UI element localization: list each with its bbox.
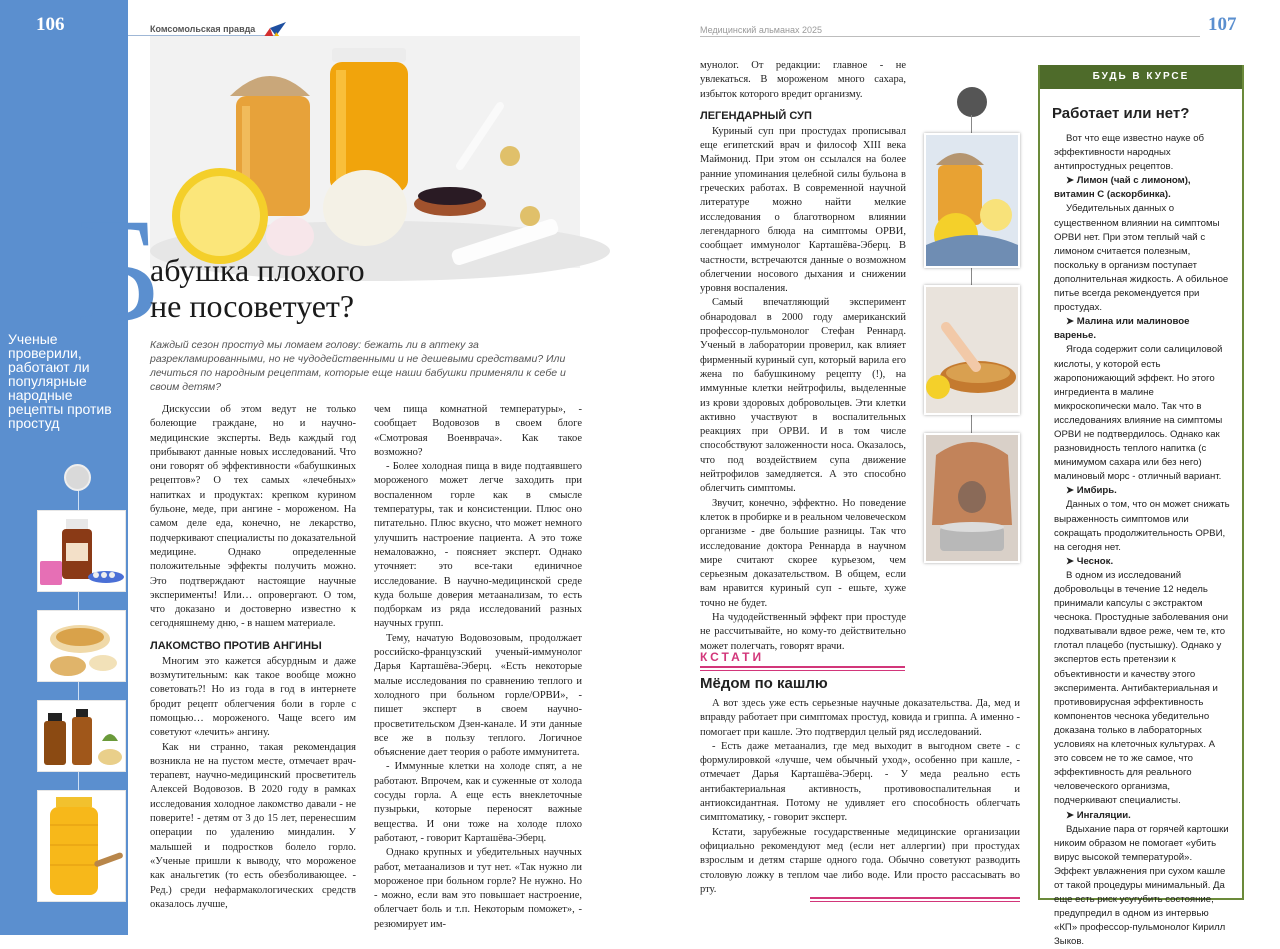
thumbnail-hanger: [64, 464, 91, 491]
sidebar-heading: БУДЬ В КУРСЕ: [1040, 65, 1242, 89]
sidebar-paragraph: Ягода содержит соли салициловой кислоты, у которой есть жаропонижающий эффект. Но этого ингредиента в малине микроскопически мало. Так что в исследованиях влияние на симптомы ОРВИ не подтвердилось. Однако как разновидность теплого напитка (с минимумом сахара или без него) малиновый морс - отличный вариант.: [1054, 344, 1223, 483]
page-number-left: 106: [36, 14, 65, 35]
paragraph: - Более холодная пища в виде подтаявшего мороженого может легче заходить при воспаленном горле как в смысле температуры, так и консистенции. Плюс оно питательно. Плюс вкусно, что может немного улучшить настроение пациента. А это тоже немаловажно, - поясняет эксперт. Однако уточняет: это все-таки единичное исследование. В научно-медицинской среде куда больше доверия метаанализам, то есть подборкам из ряда исследований разных научных групп.: [374, 461, 582, 630]
sidebar-item-heading: ➤ Чеснок.: [1066, 555, 1114, 567]
title-drop-cap: Б: [76, 188, 163, 354]
kstati-title: Мёдом по кашлю: [700, 675, 828, 692]
paragraph: Самый впечатляющий эксперимент обнародовал в 2000 году американский профессор-пульмонолог Стефан Реннард. Ученый в лаборатории проверил, как влияет фирменный куриный суп, который варила его жена по бабушкиному рецепту (!), на иммунные клетки нейтрофилы, выделенные из крови здоровых добровольцев. Эти клетки активно участвуют в воспалительных реакциях при ОРВИ. И в том числе способствуют заложенности носа. Оказалось, что под воздействием супа движение нейтрофилов замедляется. А это способно облегчить симптомы.: [700, 297, 906, 495]
publication-name: Комсомольская правда: [150, 24, 256, 34]
paragraph: чем пища комнатной температуры», - сообщает Водовозов в своем блоге «Смотровая Военврача». Как такое возможно?: [374, 404, 582, 458]
paragraph: Тему, начатую Водовозовым, продолжает российско-французский ученый-иммунолог Дарья Карташёва-Эберц. «Есть некоторые малые исследования по сравнению теплого и холодного при больном горле/ОРВИ», - пишет эксперт в своем научно-просветительском Дзен-канале. И эти данные все же в пользу теплого. Логичное объяснение дает теория о работе иммунитета.: [374, 632, 582, 759]
inhalation-photo: [924, 433, 1020, 563]
paragraph: На чудодейственный эффект при простуде не рассчитывайте, но кому-то действительно может полегчать, говорят врачи.: [700, 611, 906, 652]
sidebar-title: Работает или нет?: [1052, 105, 1190, 122]
sidebar-paragraph: Вдыхание пара от горячей картошки никоим образом не помогает «убить вирус высокой температурой». Эффект увлажнения при сухом кашле от такой процедуры минимальный. Да еще есть риск усугубить состояние, предупредил в одном из интервью «КП» профессор-пульмонолог Кирилл Зыков.: [1054, 823, 1229, 948]
sidebar-paragraph: Убедительных данных о существенном влиянии на симптомы ОРВИ нет. При этом теплый чай с лимоном считается полезным, поскольку в организм поступает дополнительная жидкость. А обильное питье всегда рекомендуется при простудах.: [1054, 203, 1229, 314]
kstati-rule-thin: [700, 670, 905, 671]
article-column-2: [374, 403, 582, 932]
photo-hanger: [957, 87, 987, 117]
tea-lemon-photo: [924, 133, 1020, 268]
medicine-photo: [37, 510, 126, 592]
paragraph: - Иммунные клетки на холоде спят, а не работают. Впрочем, как и суженные от холода сосуды горла. А еще есть внеклеточные пузырьки, которые переносят важные вещества. И они тоже на холоде плохо работают, - говорит Карташёва-Эберц.: [374, 761, 582, 844]
soup-photo: [924, 285, 1020, 415]
honey-jar-photo: [37, 790, 126, 902]
honey-ginger-photo: [37, 610, 126, 682]
main-photo-remedies: [150, 36, 580, 268]
sidebar-body: [1054, 132, 1230, 949]
article-title: [150, 252, 365, 324]
kstati-label: КСТАТИ: [700, 650, 765, 664]
sidebar-item-heading: ➤ Имбирь.: [1066, 485, 1117, 497]
subheading-soup: ЛЕГЕНДАРНЫЙ СУП: [700, 109, 812, 122]
sidebar-item-heading: ➤ Малина или малиновое варенье.: [1054, 316, 1190, 342]
sidebar-item-heading: ➤ Ингаляции.: [1066, 809, 1131, 821]
paragraph: Кстати, зарубежные государственные медицинские организации официально рекомендуют мед (если нет аллергии) при простудах взрослым и детям старше одного года. Обычно советуют разводить столовую ложку в теплом чае либо воде. Или просто рассасывать во рту.: [700, 826, 1020, 895]
paragraph: - Есть даже метаанализ, где мед выходит в выгодном свете - с формулировкой «лучше, чем обычный уход», особенно при кашле, - отмечает Дарья Карташёва-Эберц. - У меда реально есть антибактериальная активность, противовоспалительная и антиоксидантная. Потому не удивляет его способность облегчать симптоматику, - говорит эксперт.: [700, 740, 1020, 824]
kstati-block: [700, 650, 905, 671]
paragraph: А вот здесь уже есть серьезные научные доказательства. Да, мед и вправду работает при симптомах простуд, ковида и гриппа. А именно - помогает при кашле. Это подтвердил целый ряд исследований.: [700, 698, 1020, 738]
oil-bottles-photo: [37, 700, 126, 772]
sidebar-paragraph: Данных о том, что он может снижать выраженность симптомов или сокращать продолжительность ОРВИ, на сегодня нет.: [1054, 499, 1230, 553]
kstati-rule: [700, 666, 905, 668]
article-lead: Каждый сезон простуд мы ломаем голову: бежать ли в аптеку за разрекламированными, но не чудодейственными и не дешевыми средствами? Или лечиться по народным рецептам, которые еще наши бабушки применяли к себе и своим детям?: [150, 339, 566, 393]
info-sidebar: [1038, 65, 1244, 948]
paragraph: мунолог. От редакции: главное - не увлекаться. В мороженом много сахара, избыток которого вредит организму.: [700, 60, 906, 100]
sidebar-paragraph: Вот что еще известно науке об эффективности народных антипростудных рецептов.: [1054, 133, 1205, 173]
side-note: Ученые проверили, работают ли популярные народные рецепты против простуд: [8, 331, 112, 431]
paragraph: Куриный суп при простудах прописывал еще египетский врач и философ XIII века Маймонид. При этом он ссылался на более ранние упоминания целебной силы бульона в греческих работах. В современной научной литературе можно найти мелкие исследования о благотворном влиянии легендарного блюда на симптомы ОРВИ, сообщает иммунолог Карташёва-Эберц. В частности, встречаются данные о возможном облегчении носового дыхания и снижении уровня воспаления.: [700, 125, 906, 295]
paragraph: Как ни странно, такая рекомендация возникла не на пустом месте, отмечает врач-терапевт, научно-медицинский просветитель Алексей Водовозов. В 2020 году в рамках исследования холодное лакомство давали - не поверите! - детям от 3 до 15 лет, перенесшим операции по удалению миндалин. У малышей и подростков болело горло. «Ученые пришли к выводу, что мороженое как анальгетик (то есть обезболивающее. - Ред.) среди нефармакологических средств оказалось лучше,: [150, 741, 356, 910]
title-line-1: абушка плохого: [150, 252, 365, 288]
kstati-text: [700, 697, 1020, 897]
page-number-right: 107: [1208, 14, 1237, 35]
sidebar-paragraph: В одном из исследований добровольцы в течение 12 недель принимали капсулы с экстрактом чеснока. Простудные заболевания они подхватывали вдвое реже, чем те, кто глотал плацебо (пустышку). Однако у экспертов есть претензии к объективности и качеству этого эксперимента. Антибактериальная и противовирусная эффективность компонентов чеснока убедительно доказана только в лабораторных условиях на клеточных культурах. А это совсем не то же самое, что эффективность для реального человеческого организма, подчеркивают специалисты.: [1054, 569, 1229, 807]
article-column-3: [700, 59, 906, 654]
paragraph: Дискуссии об этом ведут не только болеющие граждане, но и научно-медицинские эксперты. Ведь каждый год прибывают данные новых исследований. Что они говорят об эффективности «бабушкиных рецептов»? О тех самых «лечебных» напитках и продуктах: крепком курином бульоне, меде, при ангине - мороженом. На самом деле еда, конечно, не лекарство, подчеркивают специалисты по доказательной медицине. Однако определенные положительные эффекты получить можно. Это подтверждают настоящие научные эксперименты! Или… опровергают. О том, что доказано и достоверно известно к сегодняшнему дню, - в нашем материале.: [150, 404, 356, 630]
sidebar-item-heading: ➤ Лимон (чай с лимоном), витамин С (аскорбинка).: [1054, 175, 1191, 201]
kstati-bottom-rule: [810, 897, 1020, 902]
paragraph: Звучит, конечно, эффектно. Но поведение клеток в пробирке и в реальном человеческом организме - две большие разницы. Так что исследование доктора Реннарда в научном мире считают скорее курьезом, чем серьезным доказательством. В общем, если вам нравится куриный суп - ешьте, хуже точно не будет.: [700, 497, 906, 609]
subheading-angina: ЛАКОМСТВО ПРОТИВ АНГИНЫ: [150, 639, 322, 652]
paragraph: Однако крупных и убедительных научных работ, метаанализов и тут нет. «Так нужно ли мороженое при больном горле? Не нужно. Но - можно, если вам это повышает настроение, облегчает боль и т.п. Некоторым поможет», - резюмирует им-: [374, 847, 582, 930]
article-column-1: [150, 403, 356, 912]
almanac-name: Медицинский альманах 2025: [700, 25, 822, 35]
title-line-2: не посоветует?: [150, 288, 355, 324]
header-rule-right: [700, 36, 1200, 37]
paragraph: Многим это кажется абсурдным и даже возмутительным: как такое вообще можно советовать?! Но из года в год в интернете бродит рецепт облегчения боли в горле с помощью… мороженого. Чаще всего им советуют «лечить» ангину.: [150, 655, 356, 739]
